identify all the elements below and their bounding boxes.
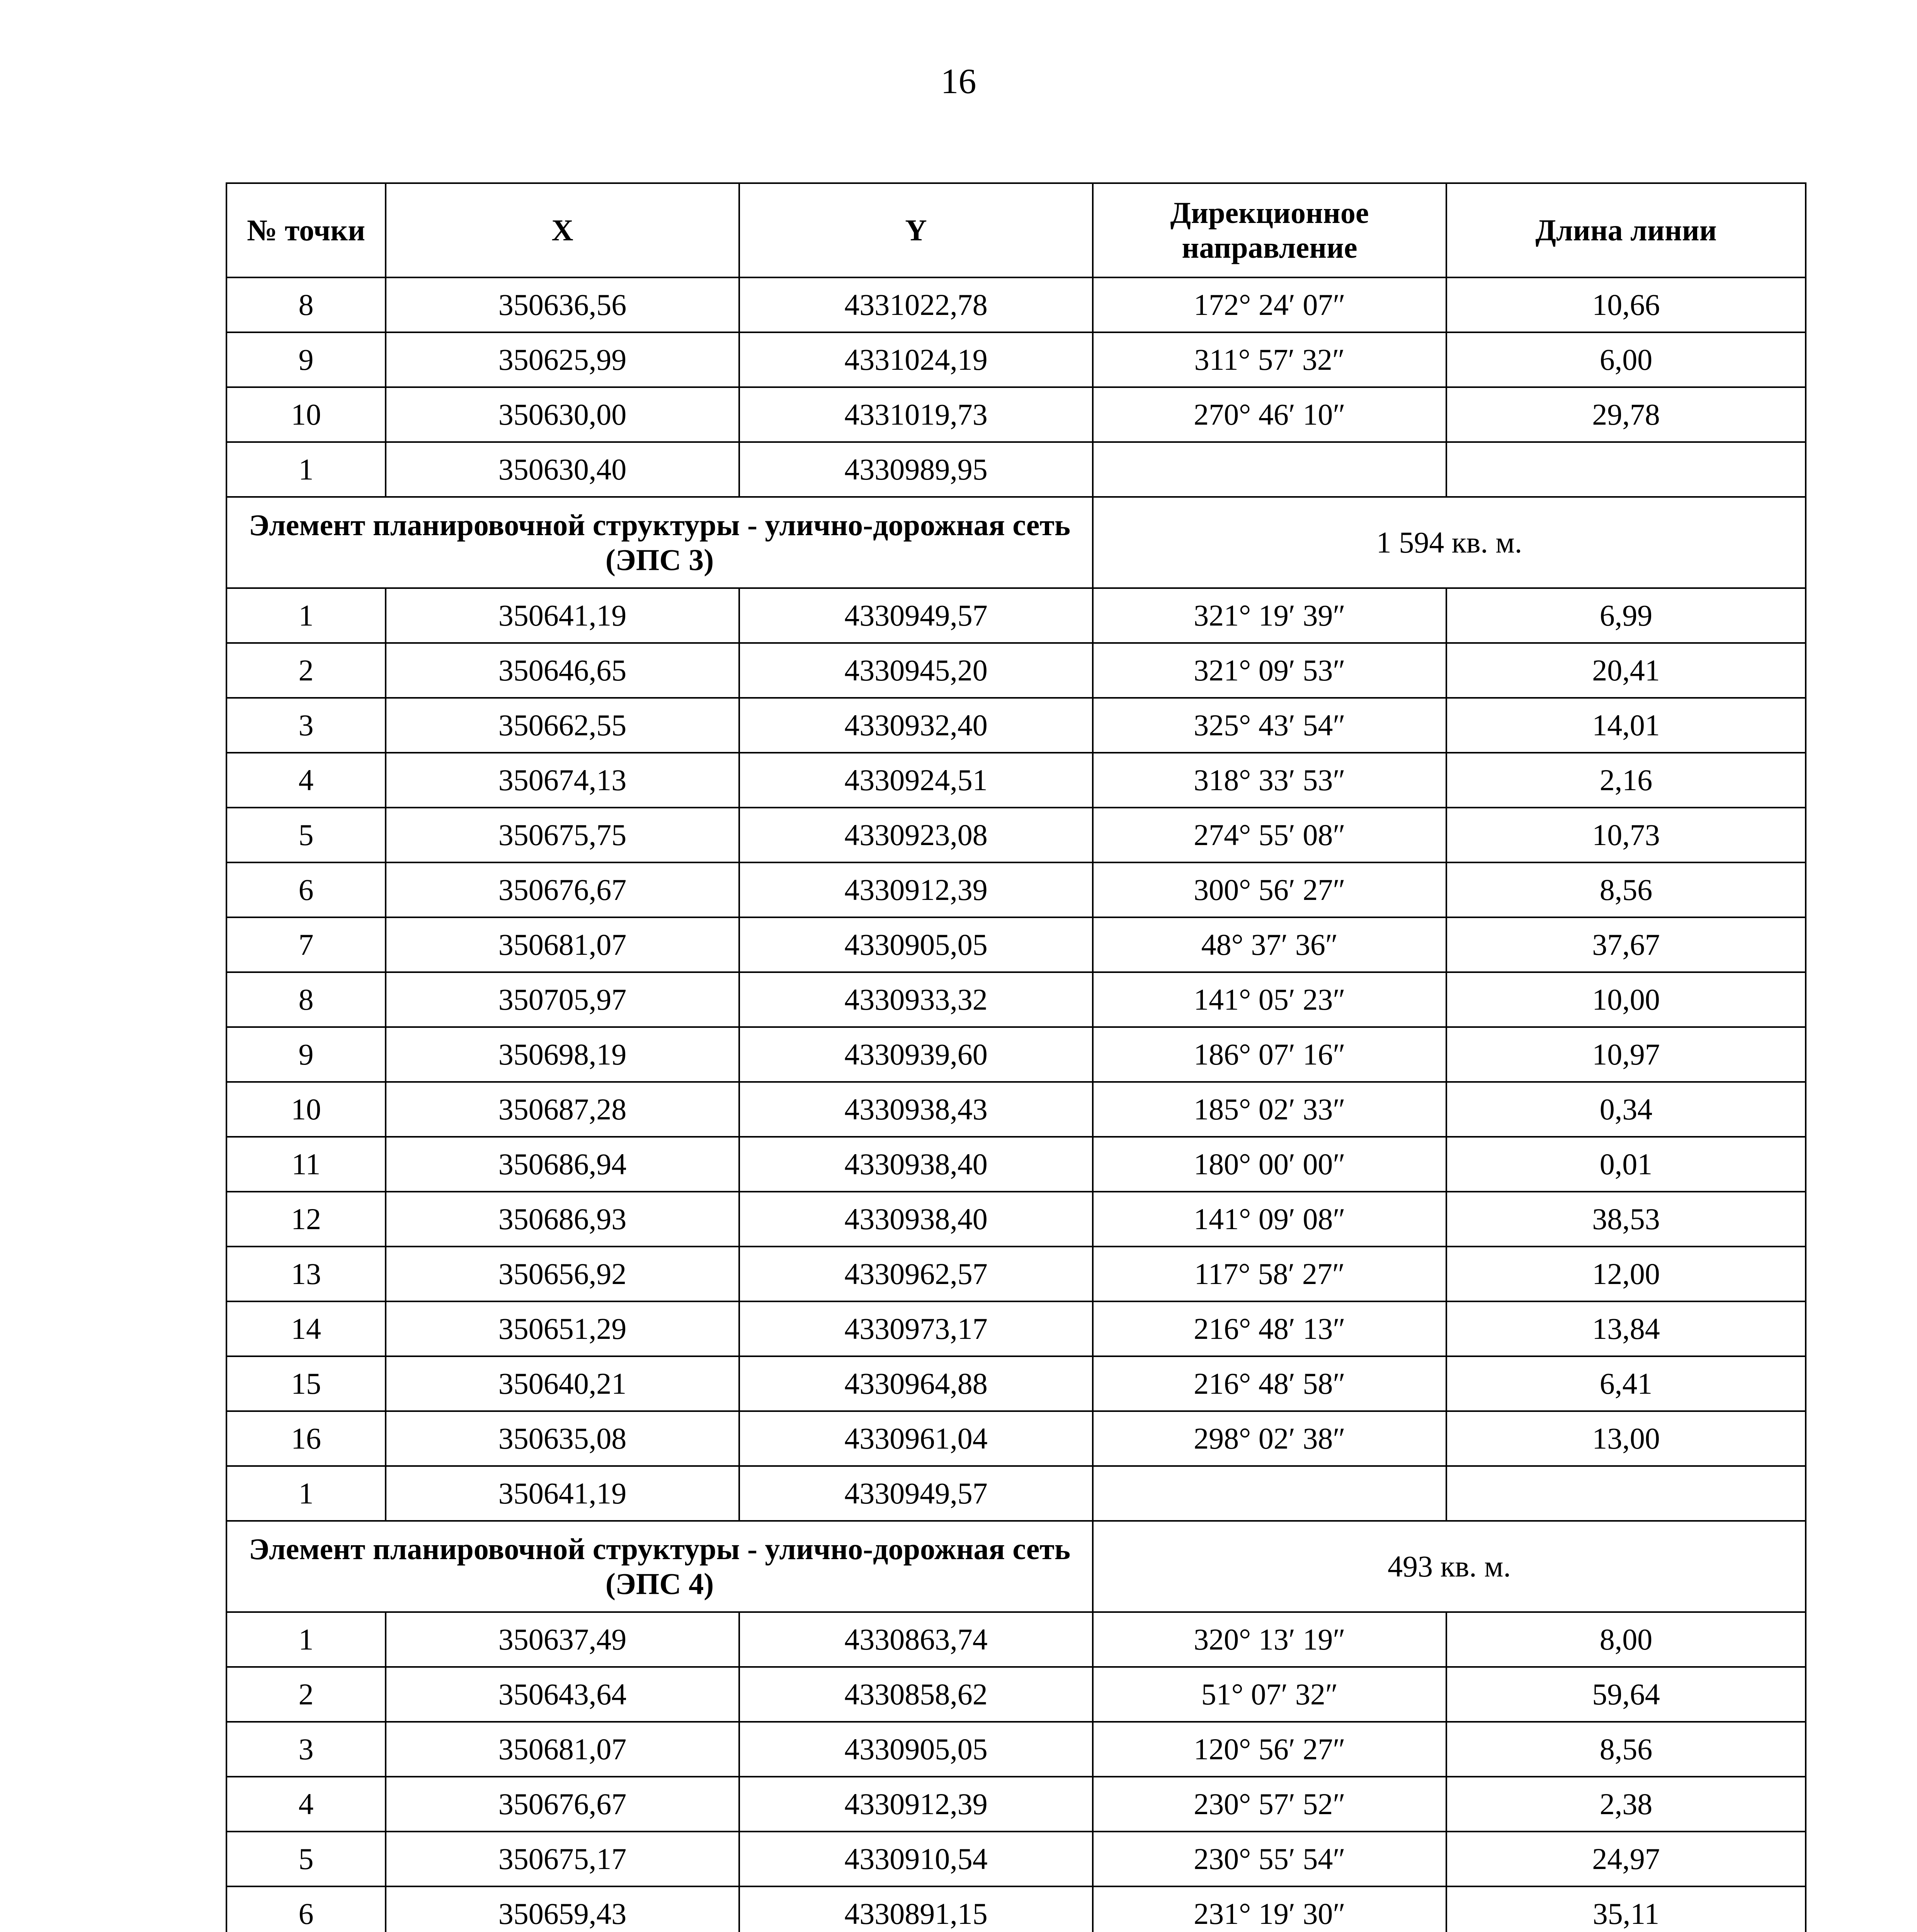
table-row — [226, 1722, 1806, 1777]
y-cell: 4330989,95 — [739, 442, 1093, 497]
y-cell: 4330949,57 — [739, 588, 1093, 643]
length-cell: 13,84 — [1446, 1301, 1806, 1356]
x-cell: 350630,40 — [386, 442, 739, 497]
y-cell: 4331019,73 — [739, 387, 1093, 442]
y-cell: 4330939,60 — [739, 1027, 1093, 1082]
x-cell: 350630,00 — [386, 387, 739, 442]
point-number-cell: 6 — [226, 862, 386, 917]
direction-cell: 298° 02′ 38″ — [1093, 1411, 1446, 1466]
point-number-cell: 10 — [226, 1082, 386, 1137]
direction-cell: 117° 58′ 27″ — [1093, 1247, 1446, 1301]
length-cell: 13,00 — [1446, 1411, 1806, 1466]
length-cell: 10,73 — [1446, 808, 1806, 862]
table-row — [226, 1612, 1806, 1667]
length-cell: 2,38 — [1446, 1777, 1806, 1832]
direction-cell: 320° 13′ 19″ — [1093, 1612, 1446, 1667]
direction-cell: 311° 57′ 32″ — [1093, 332, 1446, 387]
table-row — [226, 332, 1806, 387]
table-row — [226, 972, 1806, 1027]
length-cell: 10,97 — [1446, 1027, 1806, 1082]
table-row — [226, 1301, 1806, 1356]
point-number-cell: 10 — [226, 387, 386, 442]
x-cell: 350636,56 — [386, 277, 739, 332]
table-row — [226, 1886, 1806, 1932]
y-cell: 4330932,40 — [739, 698, 1093, 753]
direction-cell: 231° 19′ 30″ — [1093, 1886, 1446, 1932]
direction-cell — [1093, 442, 1446, 497]
point-number-cell: 5 — [226, 1832, 386, 1886]
direction-cell — [1093, 1466, 1446, 1521]
length-cell: 59,64 — [1446, 1667, 1806, 1722]
table-row — [226, 588, 1806, 643]
table-row — [226, 442, 1806, 497]
point-number-cell: 5 — [226, 808, 386, 862]
table-row — [226, 753, 1806, 808]
length-cell: 14,01 — [1446, 698, 1806, 753]
y-cell: 4330962,57 — [739, 1247, 1093, 1301]
direction-cell: 185° 02′ 33″ — [1093, 1082, 1446, 1137]
x-cell: 350625,99 — [386, 332, 739, 387]
length-cell: 6,00 — [1446, 332, 1806, 387]
point-number-cell: 4 — [226, 1777, 386, 1832]
point-number-cell: 12 — [226, 1192, 386, 1247]
table-row — [226, 1832, 1806, 1886]
y-cell: 4330923,08 — [739, 808, 1093, 862]
direction-cell: 120° 56′ 27″ — [1093, 1722, 1446, 1777]
y-cell: 4330912,39 — [739, 1777, 1093, 1832]
y-cell: 4330964,88 — [739, 1356, 1093, 1411]
section-header-row — [226, 1521, 1806, 1612]
length-cell: 0,34 — [1446, 1082, 1806, 1137]
point-number-cell: 16 — [226, 1411, 386, 1466]
page-number: 16 — [941, 61, 976, 101]
header-row — [226, 183, 1806, 277]
x-cell: 350686,94 — [386, 1137, 739, 1192]
table-row — [226, 1411, 1806, 1466]
table-row — [226, 698, 1806, 753]
x-cell: 350659,43 — [386, 1886, 739, 1932]
direction-cell: 141° 09′ 08″ — [1093, 1192, 1446, 1247]
direction-cell: 300° 56′ 27″ — [1093, 862, 1446, 917]
point-number-cell: 3 — [226, 1722, 386, 1777]
header-direction: Дирекционное направление — [1093, 183, 1446, 277]
length-cell: 37,67 — [1446, 917, 1806, 972]
x-cell: 350686,93 — [386, 1192, 739, 1247]
y-cell: 4330945,20 — [739, 643, 1093, 698]
point-number-cell: 1 — [226, 1612, 386, 1667]
section-area: 493 кв. м. — [1093, 1521, 1806, 1612]
direction-cell: 230° 57′ 52″ — [1093, 1777, 1446, 1832]
table-row — [226, 643, 1806, 698]
point-number-cell: 9 — [226, 1027, 386, 1082]
x-cell: 350662,55 — [386, 698, 739, 753]
point-number-cell: 1 — [226, 588, 386, 643]
y-cell: 4330905,05 — [739, 1722, 1093, 1777]
y-cell: 4330858,62 — [739, 1667, 1093, 1722]
point-number-cell: 11 — [226, 1137, 386, 1192]
x-cell: 350687,28 — [386, 1082, 739, 1137]
header-point-number: № точки — [226, 183, 386, 277]
direction-cell: 186° 07′ 16″ — [1093, 1027, 1446, 1082]
table-row — [226, 387, 1806, 442]
length-cell: 12,00 — [1446, 1247, 1806, 1301]
y-cell: 4330933,32 — [739, 972, 1093, 1027]
direction-cell: 48° 37′ 36″ — [1093, 917, 1446, 972]
direction-cell: 216° 48′ 58″ — [1093, 1356, 1446, 1411]
y-cell: 4330924,51 — [739, 753, 1093, 808]
length-cell: 0,01 — [1446, 1137, 1806, 1192]
y-cell: 4330938,43 — [739, 1082, 1093, 1137]
length-cell: 38,53 — [1446, 1192, 1806, 1247]
y-cell: 4330961,04 — [739, 1411, 1093, 1466]
point-number-cell: 8 — [226, 972, 386, 1027]
length-cell: 2,16 — [1446, 753, 1806, 808]
point-number-cell: 14 — [226, 1301, 386, 1356]
table-row — [226, 1192, 1806, 1247]
x-cell: 350705,97 — [386, 972, 739, 1027]
direction-cell: 274° 55′ 08″ — [1093, 808, 1446, 862]
table-row — [226, 1027, 1806, 1082]
direction-cell: 141° 05′ 23″ — [1093, 972, 1446, 1027]
table-row — [226, 1777, 1806, 1832]
direction-cell: 325° 43′ 54″ — [1093, 698, 1446, 753]
length-cell: 35,11 — [1446, 1886, 1806, 1932]
x-cell: 350635,08 — [386, 1411, 739, 1466]
table-row — [226, 808, 1806, 862]
y-cell: 4331024,19 — [739, 332, 1093, 387]
y-cell: 4330973,17 — [739, 1301, 1093, 1356]
direction-cell: 230° 55′ 54″ — [1093, 1832, 1446, 1886]
direction-cell: 51° 07′ 32″ — [1093, 1667, 1446, 1722]
point-number-cell: 9 — [226, 332, 386, 387]
header-x: X — [386, 183, 739, 277]
table-row — [226, 1082, 1806, 1137]
x-cell: 350698,19 — [386, 1027, 739, 1082]
length-cell: 10,66 — [1446, 277, 1806, 332]
direction-cell: 318° 33′ 53″ — [1093, 753, 1446, 808]
direction-cell: 270° 46′ 10″ — [1093, 387, 1446, 442]
y-cell: 4330938,40 — [739, 1192, 1093, 1247]
direction-cell: 321° 09′ 53″ — [1093, 643, 1446, 698]
x-cell: 350674,13 — [386, 753, 739, 808]
y-cell: 4330912,39 — [739, 862, 1093, 917]
length-cell: 6,99 — [1446, 588, 1806, 643]
x-cell: 350676,67 — [386, 1777, 739, 1832]
x-cell: 350643,64 — [386, 1667, 739, 1722]
y-cell: 4331022,78 — [739, 277, 1093, 332]
length-cell: 6,41 — [1446, 1356, 1806, 1411]
section-title: Элемент планировочной структуры - улично-дорожная сеть (ЭПС 4) — [226, 1521, 1093, 1612]
point-number-cell: 1 — [226, 1466, 386, 1521]
x-cell: 350640,21 — [386, 1356, 739, 1411]
point-number-cell: 13 — [226, 1247, 386, 1301]
length-cell: 29,78 — [1446, 387, 1806, 442]
x-cell: 350676,67 — [386, 862, 739, 917]
point-number-cell: 4 — [226, 753, 386, 808]
x-cell: 350656,92 — [386, 1247, 739, 1301]
length-cell: 8,56 — [1446, 1722, 1806, 1777]
y-cell: 4330905,05 — [739, 917, 1093, 972]
x-cell: 350646,65 — [386, 643, 739, 698]
direction-cell: 180° 00′ 00″ — [1093, 1137, 1446, 1192]
point-number-cell: 2 — [226, 643, 386, 698]
point-number-cell: 8 — [226, 277, 386, 332]
x-cell: 350641,19 — [386, 1466, 739, 1521]
x-cell: 350641,19 — [386, 588, 739, 643]
point-number-cell: 1 — [226, 442, 386, 497]
point-number-cell: 7 — [226, 917, 386, 972]
direction-cell: 172° 24′ 07″ — [1093, 277, 1446, 332]
x-cell: 350637,49 — [386, 1612, 739, 1667]
x-cell: 350675,17 — [386, 1832, 739, 1886]
point-number-cell: 15 — [226, 1356, 386, 1411]
coordinates-table — [226, 182, 1806, 1932]
direction-cell: 321° 19′ 39″ — [1093, 588, 1446, 643]
x-cell: 350651,29 — [386, 1301, 739, 1356]
table-row — [226, 1356, 1806, 1411]
header-line-length: Длина линии — [1446, 183, 1806, 277]
y-cell: 4330891,15 — [739, 1886, 1093, 1932]
table-row — [226, 1667, 1806, 1722]
x-cell: 350681,07 — [386, 1722, 739, 1777]
point-number-cell: 6 — [226, 1886, 386, 1932]
length-cell: 8,56 — [1446, 862, 1806, 917]
section-area: 1 594 кв. м. — [1093, 497, 1806, 588]
point-number-cell: 2 — [226, 1667, 386, 1722]
table-row — [226, 1247, 1806, 1301]
length-cell — [1446, 442, 1806, 497]
table-row — [226, 277, 1806, 332]
section-header-row — [226, 497, 1806, 588]
length-cell: 24,97 — [1446, 1832, 1806, 1886]
table-row — [226, 1466, 1806, 1521]
table-row — [226, 917, 1806, 972]
y-cell: 4330863,74 — [739, 1612, 1093, 1667]
length-cell: 8,00 — [1446, 1612, 1806, 1667]
length-cell: 20,41 — [1446, 643, 1806, 698]
section-title: Элемент планировочной структуры - улично-дорожная сеть (ЭПС 3) — [226, 497, 1093, 588]
y-cell: 4330938,40 — [739, 1137, 1093, 1192]
point-number-cell: 3 — [226, 698, 386, 753]
table-row — [226, 1137, 1806, 1192]
y-cell: 4330949,57 — [739, 1466, 1093, 1521]
direction-cell: 216° 48′ 13″ — [1093, 1301, 1446, 1356]
header-y: Y — [739, 183, 1093, 277]
x-cell: 350681,07 — [386, 917, 739, 972]
length-cell: 10,00 — [1446, 972, 1806, 1027]
y-cell: 4330910,54 — [739, 1832, 1093, 1886]
x-cell: 350675,75 — [386, 808, 739, 862]
length-cell — [1446, 1466, 1806, 1521]
table-row — [226, 862, 1806, 917]
